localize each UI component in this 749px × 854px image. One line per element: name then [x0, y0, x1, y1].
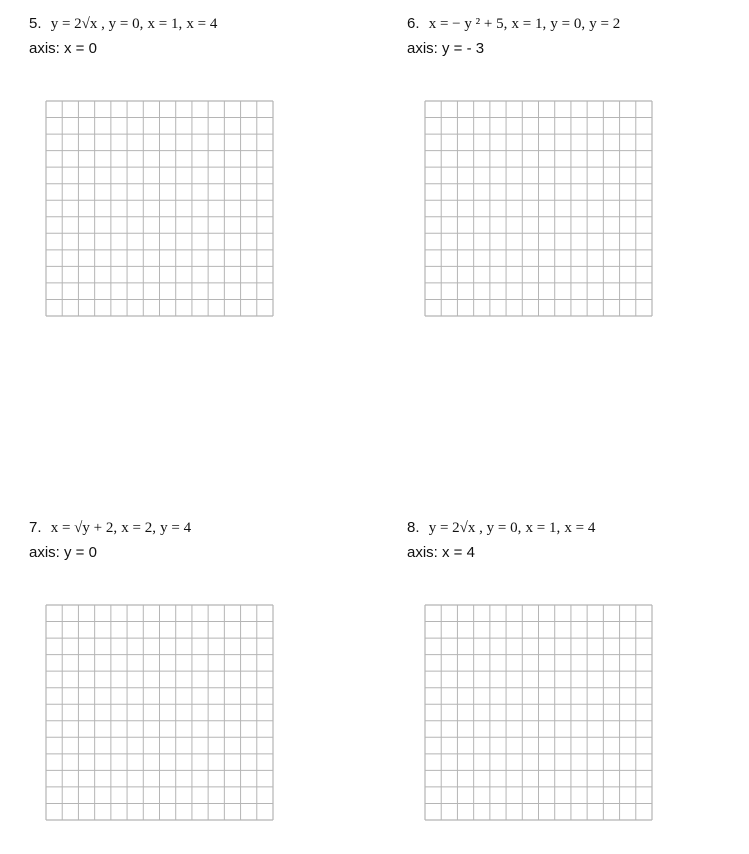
equation-part: x = 4 [186, 16, 218, 32]
equation-part: x = 1, [511, 16, 547, 32]
equation-part: x = √y + 2, [50, 520, 118, 536]
problem-6-equation [407, 15, 620, 33]
equation-part: y = 2√x , y = 0, [50, 16, 144, 32]
graph-grid-7 [45, 604, 274, 821]
equation-part: y = 2 [589, 16, 621, 32]
problem-6 [407, 15, 620, 58]
grid-svg [424, 604, 653, 821]
problem-6-axis: axis: y = - 3 [407, 40, 485, 57]
equation-part: x = 1, [525, 520, 561, 536]
problem-8-equation [407, 519, 595, 537]
equation-part: x = − y ² + 5, [428, 16, 508, 32]
problem-8-axis: axis: x = 4 [407, 544, 475, 561]
problem-8 [407, 519, 595, 562]
problem-5-equation [29, 15, 217, 33]
grid-svg [45, 100, 274, 317]
grid-svg [424, 100, 653, 317]
equation-part: x = 4 [564, 520, 596, 536]
graph-grid-5 [45, 100, 274, 317]
graph-grid-8 [424, 604, 653, 821]
graph-grid-6 [424, 100, 653, 317]
equation-part: x = 2, [121, 520, 156, 536]
equation-part: y = 0, [550, 16, 586, 32]
problem-7-equation [29, 519, 191, 537]
problem-5 [29, 15, 217, 58]
equation-part: x = 1, [147, 16, 183, 32]
problem-number: 7. [29, 519, 42, 536]
problem-number: 6. [407, 15, 420, 32]
problem-number: 5. [29, 15, 42, 32]
problem-5-axis: axis: x = 0 [29, 40, 97, 57]
equation-part: y = 2√x , y = 0, [428, 520, 522, 536]
grid-svg [45, 604, 274, 821]
problem-7-axis: axis: y = 0 [29, 544, 97, 561]
problem-7 [29, 519, 191, 562]
problem-number: 8. [407, 519, 420, 536]
equation-part: y = 4 [160, 520, 192, 536]
